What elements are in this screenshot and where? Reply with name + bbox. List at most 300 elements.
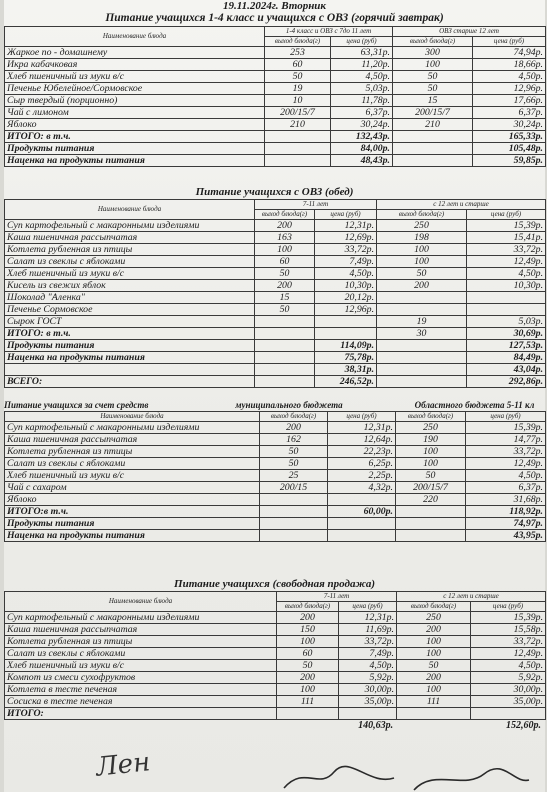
empty-cell [277, 708, 339, 720]
table-row [5, 446, 546, 458]
price: 31,68р. [466, 494, 546, 506]
budget-regional: Областного бюджета 5-11 кл [414, 400, 535, 410]
dish-name: Икра кабачковая [5, 59, 265, 71]
page-header [4, 0, 545, 24]
table-row [5, 59, 546, 71]
portion-weight: 190 [396, 434, 466, 446]
total-row [5, 328, 546, 340]
free-total-7-11: 140,63р. [358, 720, 394, 731]
total-price [315, 328, 377, 340]
price: 15,39р. [471, 612, 546, 624]
total-price: 30,69р. [467, 328, 546, 340]
price: 7,49р. [339, 648, 397, 660]
total-label: ИТОГО: в т.ч. [5, 131, 265, 143]
total-price: 43,95р. [466, 530, 546, 542]
price: 15,41р. [467, 232, 546, 244]
breakfast-rows [5, 47, 546, 131]
col-header-price: цена (руб) [331, 37, 393, 47]
dish-name: Салат из свеклы с яблоками [5, 458, 260, 470]
dish-name: Компот из смеси сухофруктов [5, 672, 277, 684]
budget-table [4, 411, 546, 542]
table-row [5, 47, 546, 59]
price: 30,00р. [471, 684, 546, 696]
portion-weight: 200 [377, 280, 467, 292]
menu-page [4, 0, 545, 792]
portion-weight: 100 [277, 684, 339, 696]
portion-weight: 60 [277, 648, 339, 660]
price: 5,92р. [339, 672, 397, 684]
menu-date: 19.11.2024г. Вторник [223, 0, 326, 12]
empty-cell [265, 131, 331, 143]
total-row [5, 518, 546, 530]
portion-weight: 50 [377, 268, 467, 280]
table-row [5, 458, 546, 470]
dish-name: Хлеб пшеничный из муки в/с [5, 268, 255, 280]
dish-name: Котлета рубленная из птицы [5, 244, 255, 256]
empty-cell [255, 376, 315, 388]
table-row [5, 220, 546, 232]
empty-cell [471, 708, 546, 720]
price: 15,39р. [466, 422, 546, 434]
portion-weight: 198 [377, 232, 467, 244]
portion-weight: 50 [396, 470, 466, 482]
price: 11,20р. [331, 59, 393, 71]
lunch-table-section [4, 186, 545, 388]
dish-name: Салат из свеклы с яблоками [5, 256, 255, 268]
price: 33,72р. [466, 446, 546, 458]
group-header-1: 7-11 лет [277, 592, 397, 602]
table-row [5, 244, 546, 256]
total-price: 246,52р. [315, 376, 377, 388]
table-row [5, 268, 546, 280]
empty-cell [255, 364, 315, 376]
portion-weight: 200 [277, 672, 339, 684]
signature-1: Лен [94, 747, 152, 783]
price: 15,39р. [467, 220, 546, 232]
total-price [328, 530, 396, 542]
total-price: 114,09р. [315, 340, 377, 352]
portion-weight [377, 292, 467, 304]
dish-name: Жаркое по - домашнему [5, 47, 265, 59]
price: 63,31р. [331, 47, 393, 59]
portion-weight [377, 340, 467, 352]
portion-weight: 111 [277, 696, 339, 708]
col-header-out: выход блюда(г) [255, 210, 315, 220]
empty-cell [265, 155, 331, 167]
dish-name: Хлеб пшеничный из муки в/с [5, 660, 277, 672]
price: 30,24р. [331, 119, 393, 131]
price [315, 316, 377, 328]
price: 30,24р. [473, 119, 546, 131]
portion-weight: 163 [255, 232, 315, 244]
empty-cell [255, 340, 315, 352]
total-row [5, 376, 546, 388]
price: 4,50р. [473, 71, 546, 83]
budget-municipal: муниципального бюджета [235, 400, 343, 410]
portion-weight: 250 [377, 220, 467, 232]
empty-cell [255, 352, 315, 364]
price: 35,00р. [339, 696, 397, 708]
price: 11,78р. [331, 95, 393, 107]
free-sale-table-section [4, 578, 545, 732]
lunch-table [4, 199, 546, 388]
dish-name: Суп картофельный с макаронными изделиями [5, 220, 255, 232]
dish-name: Суп картофельный с макаронными изделиями [5, 612, 277, 624]
total-price: 84,00р. [331, 143, 393, 155]
dish-name: Чай с лимоном [5, 107, 265, 119]
portion-weight: 100 [397, 648, 471, 660]
dish-name: Хлеб пшеничный из муки в/с [5, 71, 265, 83]
col-header-price: цена (руб) [339, 602, 397, 612]
price: 12,64р. [328, 434, 396, 446]
dish-name: Каша пшеничная рассыпчатая [5, 434, 260, 446]
total-label: ИТОГО: [5, 708, 277, 720]
dish-name: Сыр твердый (порционно) [5, 95, 265, 107]
table-row [5, 422, 546, 434]
total-price: 118,92р. [466, 506, 546, 518]
total-price: 43,04р. [467, 364, 546, 376]
table-row [5, 107, 546, 119]
col-header-price: цена (руб) [471, 602, 546, 612]
total-row [5, 530, 546, 542]
free-sale-title: Питание учащихся (свободная продажа) [174, 578, 375, 590]
portion-weight [260, 494, 328, 506]
price: 74,94р. [473, 47, 546, 59]
budget-rows [5, 422, 546, 506]
table-row [5, 684, 546, 696]
empty-cell [255, 328, 315, 340]
total-price: 105,48р. [473, 143, 546, 155]
table-row [5, 316, 546, 328]
dish-name: Сырок ГОСТ [5, 316, 255, 328]
portion-weight: 210 [265, 119, 331, 131]
total-label: Наценка на продукты питания [5, 352, 255, 364]
total-row [5, 352, 546, 364]
lunch-rows [5, 220, 546, 328]
portion-weight: 50 [255, 304, 315, 316]
price: 4,50р. [315, 268, 377, 280]
col-header-price: цена (руб) [473, 37, 546, 47]
total-label: Продукты питания [5, 518, 260, 530]
empty-cell [396, 530, 466, 542]
total-price: 38,31р. [315, 364, 377, 376]
portion-weight: 100 [377, 244, 467, 256]
portion-weight: 200 [397, 624, 471, 636]
portion-weight: 200/15 [260, 482, 328, 494]
price: 30,00р. [339, 684, 397, 696]
table-row [5, 660, 546, 672]
portion-weight: 250 [397, 612, 471, 624]
price: 6,37р. [466, 482, 546, 494]
dish-name: Каша пшеничная рассыпчатая [5, 624, 277, 636]
total-label: ИТОГО:в т.ч. [5, 506, 260, 518]
price [467, 304, 546, 316]
portion-weight [377, 352, 467, 364]
price: 2,25р. [328, 470, 396, 482]
portion-weight: 300 [393, 47, 473, 59]
dish-name: Яблоко [5, 119, 265, 131]
group-header-1: 1-4 класс и ОВЗ с 7до 11 лет [265, 27, 393, 37]
breakfast-table-section [4, 26, 545, 167]
portion-weight: 200/15/7 [396, 482, 466, 494]
group-header-2: с 12 лет и старше [397, 592, 546, 602]
table-row [5, 304, 546, 316]
empty-cell [260, 506, 328, 518]
portion-weight: 200 [397, 672, 471, 684]
dish-name: Сосиска в тесте печеная [5, 696, 277, 708]
breakfast-table [4, 26, 546, 167]
price: 7,49р. [315, 256, 377, 268]
portion-weight: 60 [265, 59, 331, 71]
dish-name: Печенье Сормовское [5, 304, 255, 316]
dish-name: Котлета рубленная из птицы [5, 446, 260, 458]
portion-weight: 50 [393, 71, 473, 83]
menu-title: Питание учащихся 1-4 класс и учащихся с ОВЗ (горячий завтрак) [105, 12, 444, 24]
total-row [5, 131, 546, 143]
group-header-2: с 12 лет и старше [377, 200, 546, 210]
portion-weight: 200 [277, 612, 339, 624]
total-row [5, 364, 546, 376]
table-row [5, 470, 546, 482]
table-row [5, 482, 546, 494]
portion-weight: 25 [260, 470, 328, 482]
table-row [5, 648, 546, 660]
price: 22,23р. [328, 446, 396, 458]
portion-weight: 15 [255, 292, 315, 304]
col-header-out: выход блюда(г) [396, 412, 466, 422]
price: 15,58р. [471, 624, 546, 636]
col-header-name: Наименование блюда [5, 27, 265, 47]
portion-weight: 50 [393, 83, 473, 95]
portion-weight: 100 [396, 458, 466, 470]
total-price: 48,43р. [331, 155, 393, 167]
table-row [5, 494, 546, 506]
total-price: 165,33р. [473, 131, 546, 143]
portion-weight [377, 364, 467, 376]
free-total-12: 152,60р. [505, 720, 541, 731]
portion-weight: 111 [397, 696, 471, 708]
col-header-price: цена (руб) [315, 210, 377, 220]
total-label: Наценка на продукты питания [5, 155, 265, 167]
col-header-out: выход блюда(г) [277, 602, 339, 612]
col-header-price: цена (руб) [466, 412, 546, 422]
portion-weight: 220 [396, 494, 466, 506]
price: 5,03р. [467, 316, 546, 328]
col-header-out: выход блюда(г) [377, 210, 467, 220]
table-row [5, 696, 546, 708]
portion-weight: 200/15/7 [393, 107, 473, 119]
col-header-name: Наименование блюда [5, 592, 277, 612]
col-header-price: цена (руб) [467, 210, 546, 220]
total-price: 74,97р. [466, 518, 546, 530]
col-header-name: Наименование блюда [5, 200, 255, 220]
portion-weight [377, 376, 467, 388]
col-header-name: Наименование блюда [5, 412, 260, 422]
dish-name: Печенье Юбелейное/Сормовское [5, 83, 265, 95]
budget-totals [5, 506, 546, 542]
portion-weight: 100 [393, 59, 473, 71]
lunch-title: Питание учащихся с ОВЗ (обед) [195, 186, 354, 198]
portion-weight: 30 [377, 328, 467, 340]
empty-cell [393, 131, 473, 143]
price: 5,03р. [331, 83, 393, 95]
total-row [5, 340, 546, 352]
signature-2 [274, 760, 534, 792]
table-row [5, 636, 546, 648]
total-label: Наценка на продукты питания [5, 530, 260, 542]
price: 12,49р. [467, 256, 546, 268]
price: 14,77р. [466, 434, 546, 446]
dish-name: Хлеб пшеничный из муки в/с [5, 470, 260, 482]
portion-weight: 250 [396, 422, 466, 434]
portion-weight: 100 [397, 636, 471, 648]
empty-cell [260, 530, 328, 542]
price: 6,37р. [473, 107, 546, 119]
budget-header [4, 400, 545, 411]
free-sale-table [4, 591, 546, 720]
total-price: 127,53р. [467, 340, 546, 352]
total-label: ИТОГО: в т.ч. [5, 328, 255, 340]
portion-weight: 150 [277, 624, 339, 636]
breakfast-totals [5, 131, 546, 167]
table-row [5, 612, 546, 624]
price: 33,72р. [315, 244, 377, 256]
group-header-2: ОВЗ старше 12 лет [393, 27, 546, 37]
portion-weight: 200 [260, 422, 328, 434]
table-row [5, 292, 546, 304]
table-row [5, 83, 546, 95]
price: 10,30р. [315, 280, 377, 292]
dish-name: Чай с сахаром [5, 482, 260, 494]
portion-weight: 200 [255, 220, 315, 232]
portion-weight: 60 [255, 256, 315, 268]
total-row [5, 506, 546, 518]
dish-name: Каша пшеничная рассыпчатая [5, 232, 255, 244]
portion-weight: 253 [265, 47, 331, 59]
dish-name: Яблоко [5, 494, 260, 506]
price: 4,32р. [328, 482, 396, 494]
col-header-out: выход блюда(г) [397, 602, 471, 612]
total-price [328, 518, 396, 530]
portion-weight: 200/15/7 [265, 107, 331, 119]
price: 12,69р. [315, 232, 377, 244]
price: 33,72р. [339, 636, 397, 648]
col-header-price: цена (руб) [328, 412, 396, 422]
col-header-out: выход блюда(г) [265, 37, 331, 47]
table-row [5, 232, 546, 244]
price: 12,31р. [339, 612, 397, 624]
table-row [5, 95, 546, 107]
table-row [5, 280, 546, 292]
price: 11,69р. [339, 624, 397, 636]
portion-weight: 50 [260, 458, 328, 470]
col-header-out: выход блюда(г) [260, 412, 328, 422]
price [328, 494, 396, 506]
portion-weight: 50 [255, 268, 315, 280]
price: 4,50р. [339, 660, 397, 672]
portion-weight: 15 [393, 95, 473, 107]
empty-cell [265, 143, 331, 155]
portion-weight: 200 [255, 280, 315, 292]
dish-name: Салат из свеклы с яблоками [5, 648, 277, 660]
portion-weight: 100 [255, 244, 315, 256]
price: 12,31р. [328, 422, 396, 434]
price: 6,37р. [331, 107, 393, 119]
dish-name: Шоколад "Аленка" [5, 292, 255, 304]
portion-weight [255, 316, 315, 328]
price: 12,31р. [315, 220, 377, 232]
portion-weight: 210 [393, 119, 473, 131]
price: 35,00р. [471, 696, 546, 708]
portion-weight: 50 [265, 71, 331, 83]
empty-cell [396, 506, 466, 518]
lunch-totals [5, 328, 546, 388]
price: 4,50р. [467, 268, 546, 280]
table-row [5, 256, 546, 268]
price: 5,92р. [471, 672, 546, 684]
price [467, 292, 546, 304]
empty-cell [393, 143, 473, 155]
dish-name: Котлета рубленная из птицы [5, 636, 277, 648]
price: 12,96р. [473, 83, 546, 95]
price: 12,96р. [315, 304, 377, 316]
price: 10,30р. [467, 280, 546, 292]
portion-weight: 100 [277, 636, 339, 648]
free-sale-rows [5, 612, 546, 708]
portion-weight: 50 [260, 446, 328, 458]
total-price: 59,85р. [473, 155, 546, 167]
empty-cell [393, 155, 473, 167]
table-row [5, 119, 546, 131]
empty-cell [396, 518, 466, 530]
portion-weight: 19 [377, 316, 467, 328]
price: 17,66р. [473, 95, 546, 107]
portion-weight: 50 [277, 660, 339, 672]
total-label: Продукты питания [5, 340, 255, 352]
price: 4,50р. [331, 71, 393, 83]
free-sale-total-row [5, 708, 546, 720]
portion-weight [377, 304, 467, 316]
col-header-out: выход блюда(г) [393, 37, 473, 47]
total-label [5, 364, 255, 376]
total-price: 84,49р. [467, 352, 546, 364]
price: 4,50р. [466, 470, 546, 482]
dish-name: Кисель из свежих яблок [5, 280, 255, 292]
dish-name: Суп картофельный с макаронными изделиями [5, 422, 260, 434]
total-label: ВСЕГО: [5, 376, 255, 388]
table-row [5, 672, 546, 684]
portion-weight: 100 [397, 684, 471, 696]
total-row [5, 143, 546, 155]
table-row [5, 71, 546, 83]
portion-weight: 100 [396, 446, 466, 458]
total-row [5, 155, 546, 167]
budget-table-section [4, 400, 545, 542]
portion-weight: 19 [265, 83, 331, 95]
empty-cell [260, 518, 328, 530]
empty-cell [397, 708, 471, 720]
total-price: 132,43р. [331, 131, 393, 143]
table-row [5, 434, 546, 446]
portion-weight: 50 [397, 660, 471, 672]
table-row [5, 624, 546, 636]
portion-weight: 10 [265, 95, 331, 107]
price: 33,72р. [471, 636, 546, 648]
total-price: 292,86р. [467, 376, 546, 388]
portion-weight: 162 [260, 434, 328, 446]
price: 6,25р. [328, 458, 396, 470]
price: 12,49р. [471, 648, 546, 660]
